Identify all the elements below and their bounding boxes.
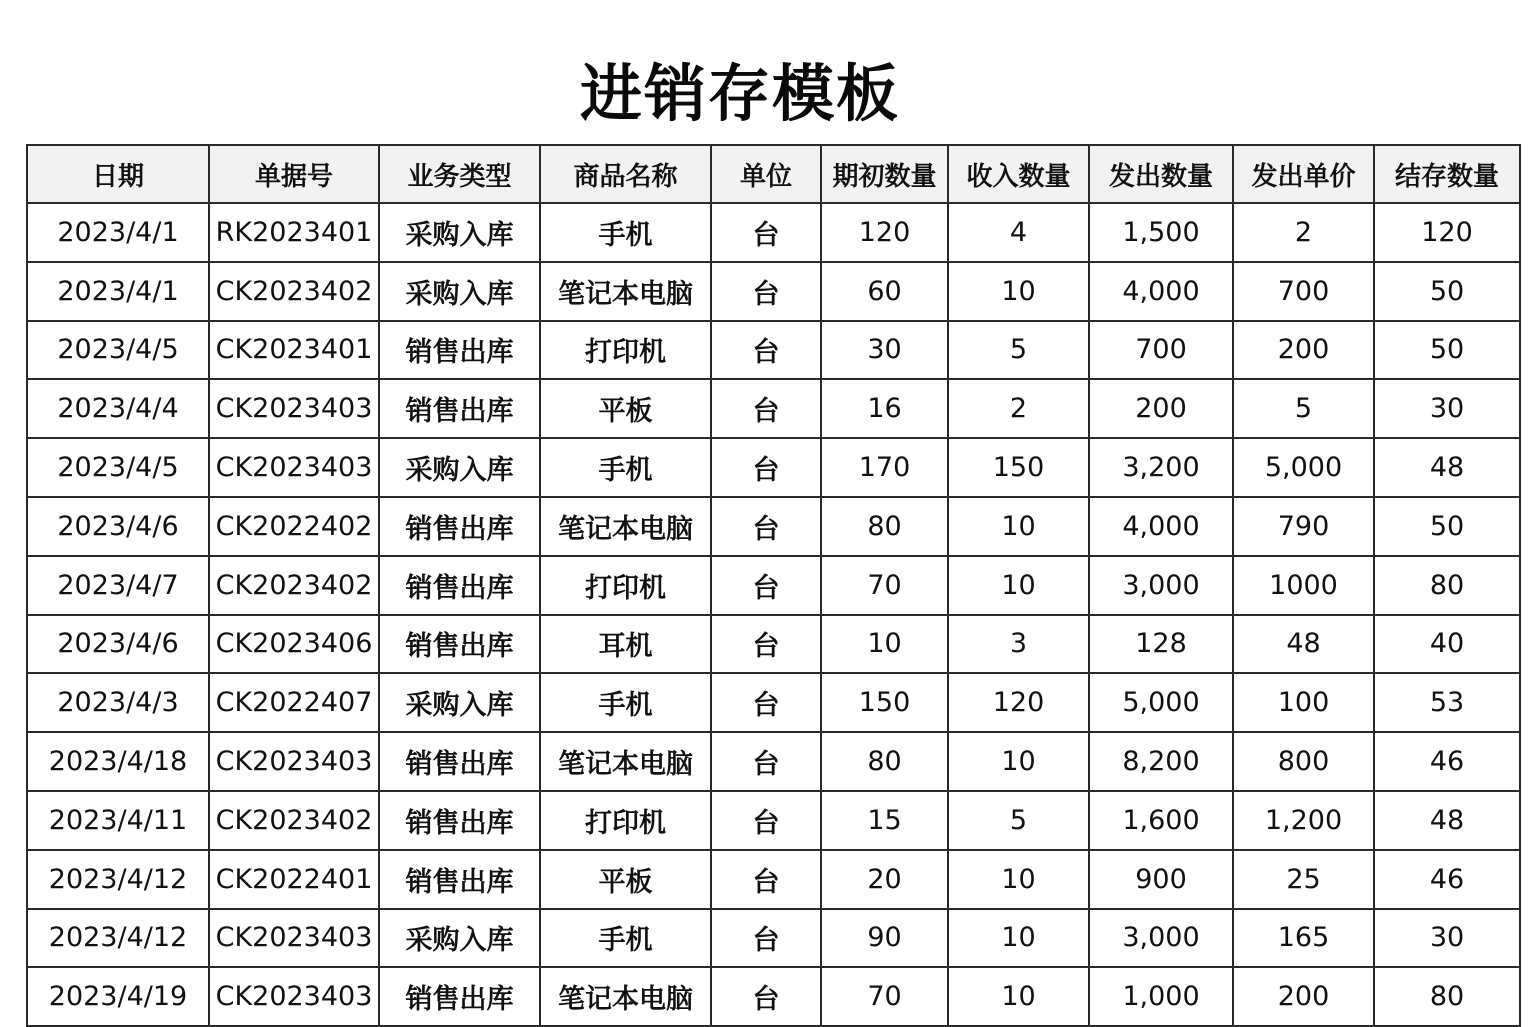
cell-unit: 台 — [711, 967, 821, 1026]
cell-date: 2023/4/7 — [27, 556, 209, 615]
cell-opening-qty: 20 — [821, 850, 948, 909]
cell-out-price: 700 — [1233, 262, 1374, 321]
cell-product: 笔记本电脑 — [540, 967, 711, 1026]
cell-in-qty: 120 — [948, 673, 1089, 732]
cell-unit: 台 — [711, 791, 821, 850]
header-row — [27, 145, 1520, 203]
table-row — [27, 791, 1520, 850]
cell-biz-type: 销售出库 — [379, 321, 540, 380]
cell-biz-type: 采购入库 — [379, 262, 540, 321]
cell-out-qty: 1,500 — [1089, 203, 1233, 262]
cell-out-price: 1,200 — [1233, 791, 1374, 850]
cell-doc-no: CK2023402 — [209, 556, 379, 615]
col-header-date: 日期 — [27, 145, 209, 203]
cell-out-qty: 8,200 — [1089, 732, 1233, 791]
cell-date: 2023/4/19 — [27, 967, 209, 1026]
cell-product: 手机 — [540, 909, 711, 968]
cell-out-price: 200 — [1233, 967, 1374, 1026]
table-row — [27, 321, 1520, 380]
cell-doc-no: CK2023402 — [209, 791, 379, 850]
table-row — [27, 673, 1520, 732]
cell-date: 2023/4/6 — [27, 615, 209, 674]
cell-in-qty: 10 — [948, 262, 1089, 321]
cell-in-qty: 2 — [948, 379, 1089, 438]
cell-in-qty: 150 — [948, 438, 1089, 497]
cell-opening-qty: 30 — [821, 321, 948, 380]
cell-in-qty: 10 — [948, 909, 1089, 968]
cell-in-qty: 10 — [948, 732, 1089, 791]
cell-date: 2023/4/1 — [27, 262, 209, 321]
table-row — [27, 379, 1520, 438]
cell-unit: 台 — [711, 203, 821, 262]
cell-product: 打印机 — [540, 791, 711, 850]
cell-biz-type: 采购入库 — [379, 909, 540, 968]
col-header-doc-no: 单据号 — [209, 145, 379, 203]
cell-closing-qty: 50 — [1374, 497, 1520, 556]
cell-doc-no: CK2023403 — [209, 967, 379, 1026]
cell-date: 2023/4/18 — [27, 732, 209, 791]
cell-doc-no: CK2023403 — [209, 909, 379, 968]
cell-opening-qty: 90 — [821, 909, 948, 968]
cell-unit: 台 — [711, 438, 821, 497]
cell-closing-qty: 48 — [1374, 791, 1520, 850]
cell-product: 笔记本电脑 — [540, 262, 711, 321]
cell-opening-qty: 16 — [821, 379, 948, 438]
cell-biz-type: 销售出库 — [379, 732, 540, 791]
cell-date: 2023/4/3 — [27, 673, 209, 732]
cell-opening-qty: 70 — [821, 556, 948, 615]
cell-date: 2023/4/1 — [27, 203, 209, 262]
cell-product: 手机 — [540, 673, 711, 732]
cell-out-price: 1000 — [1233, 556, 1374, 615]
cell-in-qty: 4 — [948, 203, 1089, 262]
cell-doc-no: CK2022402 — [209, 497, 379, 556]
page-title: 进销存模板 — [579, 57, 900, 130]
cell-closing-qty: 50 — [1374, 321, 1520, 380]
cell-opening-qty: 120 — [821, 203, 948, 262]
cell-unit: 台 — [711, 850, 821, 909]
cell-date: 2023/4/4 — [27, 379, 209, 438]
table-row — [27, 850, 1520, 909]
cell-opening-qty: 80 — [821, 497, 948, 556]
cell-out-qty: 4,000 — [1089, 497, 1233, 556]
cell-biz-type: 采购入库 — [379, 673, 540, 732]
cell-out-price: 100 — [1233, 673, 1374, 732]
cell-biz-type: 销售出库 — [379, 556, 540, 615]
cell-out-price: 165 — [1233, 909, 1374, 968]
cell-unit: 台 — [711, 556, 821, 615]
cell-out-qty: 4,000 — [1089, 262, 1233, 321]
col-header-closing-qty: 结存数量 — [1374, 145, 1520, 203]
col-header-opening-qty: 期初数量 — [821, 145, 948, 203]
table-row — [27, 615, 1520, 674]
cell-closing-qty: 80 — [1374, 556, 1520, 615]
cell-closing-qty: 48 — [1374, 438, 1520, 497]
cell-closing-qty: 30 — [1374, 909, 1520, 968]
cell-doc-no: CK2023402 — [209, 262, 379, 321]
cell-biz-type: 采购入库 — [379, 203, 540, 262]
cell-doc-no: CK2023406 — [209, 615, 379, 674]
cell-in-qty: 10 — [948, 497, 1089, 556]
cell-date: 2023/4/5 — [27, 321, 209, 380]
cell-unit: 台 — [711, 321, 821, 380]
cell-closing-qty: 53 — [1374, 673, 1520, 732]
cell-out-qty: 3,000 — [1089, 909, 1233, 968]
cell-doc-no: CK2023403 — [209, 732, 379, 791]
cell-product: 手机 — [540, 203, 711, 262]
cell-out-qty: 1,000 — [1089, 967, 1233, 1026]
cell-doc-no: RK2023401 — [209, 203, 379, 262]
cell-out-price: 2 — [1233, 203, 1374, 262]
cell-out-price: 200 — [1233, 321, 1374, 380]
cell-closing-qty: 30 — [1374, 379, 1520, 438]
cell-product: 笔记本电脑 — [540, 497, 711, 556]
cell-closing-qty: 80 — [1374, 967, 1520, 1026]
cell-out-price: 5,000 — [1233, 438, 1374, 497]
cell-closing-qty: 46 — [1374, 732, 1520, 791]
table-row — [27, 438, 1520, 497]
cell-in-qty: 10 — [948, 967, 1089, 1026]
col-header-biz-type: 业务类型 — [379, 145, 540, 203]
table-row — [27, 497, 1520, 556]
cell-biz-type: 销售出库 — [379, 850, 540, 909]
table-row — [27, 732, 1520, 791]
cell-product: 打印机 — [540, 556, 711, 615]
cell-in-qty: 5 — [948, 321, 1089, 380]
cell-opening-qty: 10 — [821, 615, 948, 674]
cell-product: 平板 — [540, 850, 711, 909]
cell-doc-no: CK2023401 — [209, 321, 379, 380]
col-header-out-price: 发出单价 — [1233, 145, 1374, 203]
col-header-product: 商品名称 — [540, 145, 711, 203]
col-header-in-qty: 收入数量 — [948, 145, 1089, 203]
cell-out-qty: 5,000 — [1089, 673, 1233, 732]
cell-out-qty: 200 — [1089, 379, 1233, 438]
cell-unit: 台 — [711, 615, 821, 674]
cell-closing-qty: 40 — [1374, 615, 1520, 674]
cell-closing-qty: 50 — [1374, 262, 1520, 321]
cell-unit: 台 — [711, 262, 821, 321]
cell-product: 耳机 — [540, 615, 711, 674]
cell-out-qty: 700 — [1089, 321, 1233, 380]
cell-in-qty: 3 — [948, 615, 1089, 674]
cell-out-price: 25 — [1233, 850, 1374, 909]
table-row — [27, 262, 1520, 321]
cell-unit: 台 — [711, 379, 821, 438]
cell-closing-qty: 120 — [1374, 203, 1520, 262]
cell-opening-qty: 80 — [821, 732, 948, 791]
cell-date: 2023/4/5 — [27, 438, 209, 497]
cell-doc-no: CK2023403 — [209, 379, 379, 438]
cell-out-qty: 128 — [1089, 615, 1233, 674]
cell-opening-qty: 15 — [821, 791, 948, 850]
cell-opening-qty: 170 — [821, 438, 948, 497]
cell-biz-type: 销售出库 — [379, 967, 540, 1026]
cell-doc-no: CK2022401 — [209, 850, 379, 909]
cell-unit: 台 — [711, 732, 821, 791]
table-row — [27, 909, 1520, 968]
cell-unit: 台 — [711, 909, 821, 968]
cell-date: 2023/4/12 — [27, 909, 209, 968]
cell-doc-no: CK2022407 — [209, 673, 379, 732]
cell-out-price: 48 — [1233, 615, 1374, 674]
cell-in-qty: 5 — [948, 791, 1089, 850]
cell-product: 手机 — [540, 438, 711, 497]
cell-doc-no: CK2023403 — [209, 438, 379, 497]
cell-product: 平板 — [540, 379, 711, 438]
col-header-unit: 单位 — [711, 145, 821, 203]
cell-out-qty: 900 — [1089, 850, 1233, 909]
cell-biz-type: 销售出库 — [379, 615, 540, 674]
cell-biz-type: 采购入库 — [379, 438, 540, 497]
cell-out-price: 5 — [1233, 379, 1374, 438]
cell-in-qty: 10 — [948, 556, 1089, 615]
inventory-table — [26, 144, 1521, 1027]
cell-opening-qty: 70 — [821, 967, 948, 1026]
cell-out-qty: 3,000 — [1089, 556, 1233, 615]
col-header-out-qty: 发出数量 — [1089, 145, 1233, 203]
cell-out-qty: 3,200 — [1089, 438, 1233, 497]
cell-closing-qty: 46 — [1374, 850, 1520, 909]
cell-date: 2023/4/11 — [27, 791, 209, 850]
cell-product: 笔记本电脑 — [540, 732, 711, 791]
cell-biz-type: 销售出库 — [379, 497, 540, 556]
cell-out-price: 800 — [1233, 732, 1374, 791]
cell-biz-type: 销售出库 — [379, 791, 540, 850]
table-row — [27, 967, 1520, 1026]
cell-unit: 台 — [711, 673, 821, 732]
cell-unit: 台 — [711, 497, 821, 556]
table-row — [27, 203, 1520, 262]
cell-date: 2023/4/6 — [27, 497, 209, 556]
cell-out-price: 790 — [1233, 497, 1374, 556]
cell-in-qty: 10 — [948, 850, 1089, 909]
cell-date: 2023/4/12 — [27, 850, 209, 909]
cell-biz-type: 销售出库 — [379, 379, 540, 438]
cell-opening-qty: 150 — [821, 673, 948, 732]
cell-opening-qty: 60 — [821, 262, 948, 321]
cell-out-qty: 1,600 — [1089, 791, 1233, 850]
table-row — [27, 556, 1520, 615]
cell-product: 打印机 — [540, 321, 711, 380]
